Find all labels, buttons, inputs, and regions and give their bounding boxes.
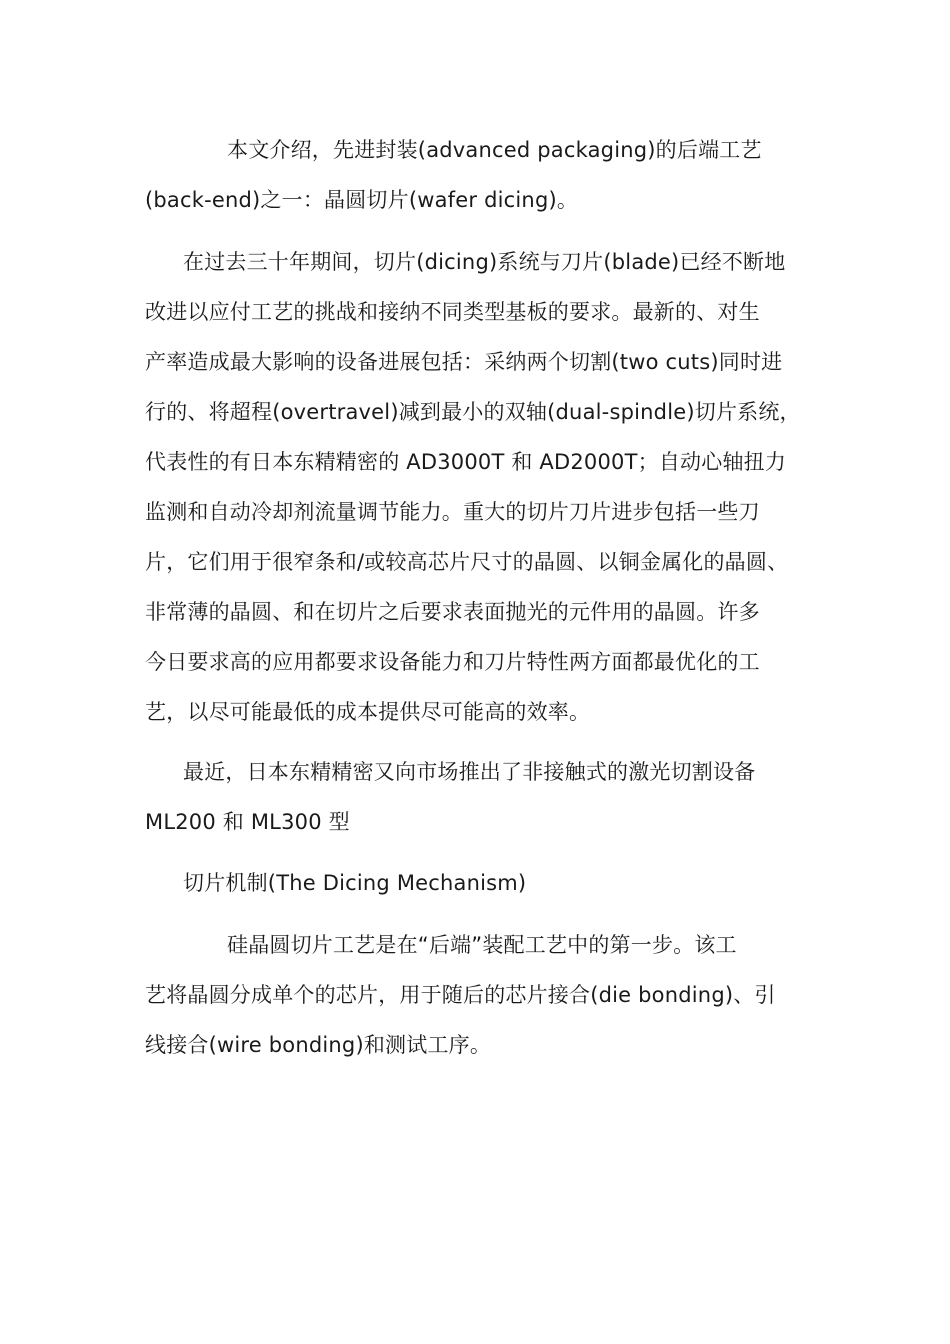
text-line: 切片机制(The Dicing Mechanism): [183, 871, 527, 895]
text-line: 在过去三十年期间，切片(dicing)系统与刀片(blade)已经不断地: [183, 250, 786, 274]
text-line: 产率造成最大影响的设备进展包括：采纳两个切割(two cuts)同时进: [145, 350, 783, 374]
text-line: 代表性的有日本东精精密的 AD3000T 和 AD2000T；自动心轴扭力: [145, 450, 787, 474]
text-line: ML200 和 ML300 型: [145, 810, 350, 834]
body-paragraph-progress: [145, 237, 825, 737]
intro-paragraph: [145, 125, 825, 225]
text-line: 今日要求高的应用都要求设备能力和刀片特性两方面都最优化的工: [145, 650, 760, 674]
text-line: 本文介绍，先进封装(advanced packaging)的后端工艺: [227, 138, 762, 162]
text-line: (back-end)之一：晶圆切片(wafer dicing)。: [145, 188, 579, 212]
body-paragraph-laser: [145, 747, 825, 847]
text-line: 线接合(wire bonding)和测试工序。: [145, 1033, 492, 1057]
text-line: 艺将晶圆分成单个的芯片，用于随后的芯片接合(die bonding)、引: [145, 983, 776, 1007]
text-line: 最近，日本东精精密又向市场推出了非接触式的激光切割设备: [183, 760, 756, 784]
text-line: 监测和自动冷却剂流量调节能力。重大的切片刀片进步包括一些刀: [145, 500, 760, 524]
text-line: 硅晶圆切片工艺是在“后端”装配工艺中的第一步。该工: [227, 933, 737, 957]
text-line: 片，它们用于很窄条和/或较高芯片尺寸的晶圆、以铜金属化的晶圆、: [145, 550, 789, 574]
text-line: 改进以应付工艺的挑战和接纳不同类型基板的要求。最新的、对生: [145, 300, 760, 324]
section-heading: [145, 858, 825, 908]
body-paragraph-mechanism: [145, 920, 825, 1070]
text-line: 非常薄的晶圆、和在切片之后要求表面抛光的元件用的晶圆。许多: [145, 600, 760, 624]
text-line: 行的、将超程(overtravel)减到最小的双轴(dual-spindle)切片系统，: [145, 400, 801, 424]
text-line: 艺，以尽可能最低的成本提供尽可能高的效率。: [145, 700, 591, 724]
